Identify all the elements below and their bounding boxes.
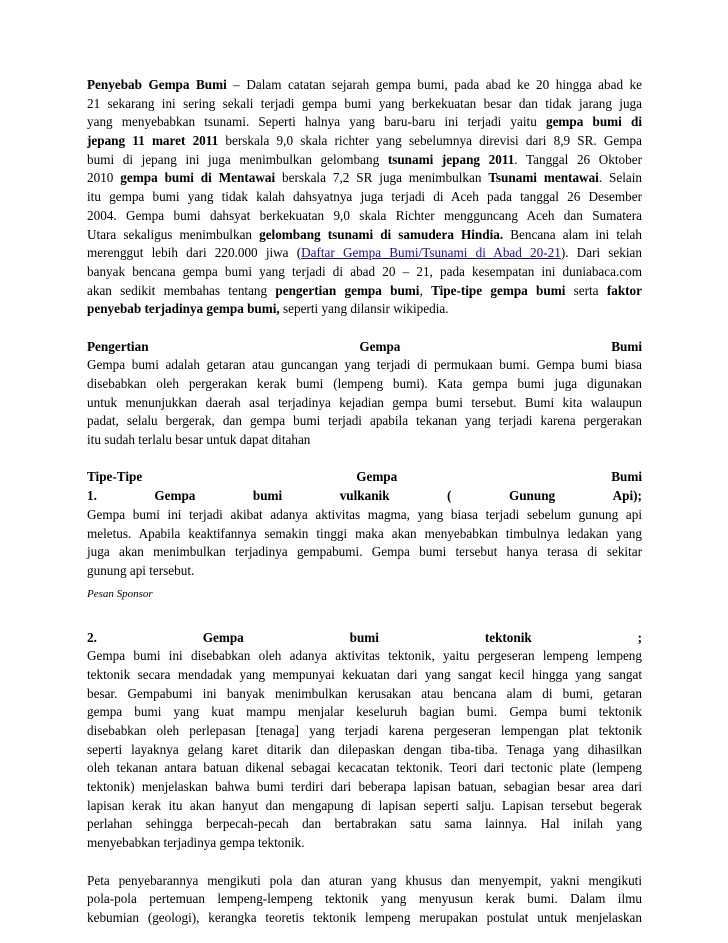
body-line: Gempa bumi ini disebabkan oleh adanya aktivitas tektonik, yaitu pergeseran lempeng lempeng xyxy=(87,648,642,664)
tectonic-section xyxy=(87,629,642,853)
intro-line: Penyebab Gempa Bumi – Dalam catatan sejarah gempa bumi, pada abad ke 20 hingga abad ke xyxy=(87,77,642,92)
body-line: meletus. Apabila keaktifannya semakin tinggi maka akan menyebabkan timbulnya ledakan yang xyxy=(87,525,642,541)
body-line: lapisan kerak itu akan hanyut dan mengapung di lapisan seperti salju. Lapisan tersebut begerak xyxy=(87,797,642,813)
intro-line: banyak bencana gempa bumi yang terjadi di abad 20 – 21, pada kesempatan ini duniabaca.com xyxy=(87,263,642,279)
tectonic-subheading: 2. Gempa bumi tektonik ; xyxy=(87,629,642,645)
body-line: disebabkan oleh perlepasan [tenaga] yang terjadi karena pergeseran lempengan plat tektonik xyxy=(87,723,642,738)
section-heading: Tipe-Tipe Gempa Bumi xyxy=(87,469,642,485)
body-line: seperti layaknya gelang karet ditarik dan dilepaskan dengan tiba-tiba. Tenaga yang dihasilkan xyxy=(87,741,642,757)
body-line: tektonik secara mendadak yang mempunyai kekuatan dari yang sangat kecil hingga yang sangat xyxy=(87,666,642,682)
body-line: kebumian (geologi), kerangka teoretis tektonik lempeng merupakan postulat untuk menjelaskan xyxy=(87,909,642,925)
intro-line: merenggut lebih dari 220.000 jiwa (Daftar Gempa Bumi/Tsunami di Abad 20-21). Dari sekian xyxy=(87,245,642,261)
intro-line: Utara sekaligus menimbulkan gelombang tsunami di samudera Hindia. Bencana alam ini telah xyxy=(87,226,643,242)
body-line: Peta penyebarannya mengikuti pola dan aturan yang khusus dan menyempit, yakni mengikuti xyxy=(87,872,642,888)
body-line: gempa bumi yang kuat mampu menjalar keseluruh bagian bumi. Gempa bumi tektonik xyxy=(87,704,642,720)
body-line: perlahan sehingga berpecah-pecah dan bertabrakan satu sama lainnya. Hal inilah yang xyxy=(87,816,642,832)
body-line: tektonik) menjelaskan bahwa bumi terdiri dari beberapa lapisan batuan, sebagian besar area dari xyxy=(87,779,642,795)
intro-line: jepang 11 maret 2011 berskala 9,0 skala richter yang sebelumnya direvisi dari 8,9 SR. Gempa xyxy=(87,133,642,149)
intro-paragraph xyxy=(87,76,642,319)
document-page xyxy=(87,76,642,928)
intro-line: bumi di jepang ini juga menimbulkan gelombang tsunami jepang 2011. Tanggal 26 Oktober xyxy=(87,151,642,167)
intro-line: penyebab terjadinya gempa bumi, seperti yang dilansir wikipedia. xyxy=(87,301,449,317)
section-heading: Pengertian Gempa Bumi xyxy=(87,338,642,354)
intro-line: akan sedikit membahas tentang pengertian gempa bumi, Tipe-tipe gempa bumi serta faktor xyxy=(87,282,642,298)
body-line: juga akan menimbulkan terjadinya gempabumi. Gempa bumi tersebut hanya terasa di sekitar xyxy=(87,544,642,560)
intro-line: 2004. Gempa bumi dahsyat berkekuatan 9,0 skala Richter mengguncang Aceh dan Sumatera xyxy=(87,207,642,223)
body-line: oleh tekanan antara batuan dikenal sebagai kecacatan tektonik. Teori dari tectonic plate (lempeng xyxy=(87,760,642,776)
types-section xyxy=(87,468,642,580)
intro-line: 21 sekarang ini sering sekali terjadi gempa bumi yang berkekuatan besar dan tidak jarang juga xyxy=(87,95,642,111)
body-line: Gempa bumi adalah getaran atau guncangan yang terjadi di permukaan bumi. Gempa bumi biasa xyxy=(87,357,642,373)
intro-line: itu gempa bumi yang tidak kalah dahsyatnya juga terjadi di Aceh pada tanggal 26 Desember xyxy=(87,189,642,205)
distribution-paragraph xyxy=(87,872,642,928)
body-line: pola-pola pertemuan lempeng-lempeng tektonik yang menyusun kerak bumi. Dalam ilmu xyxy=(87,891,642,907)
body-line: itu sudah terlalu besar untuk dapat ditahan xyxy=(87,432,311,448)
body-line: gunung api tersebut. xyxy=(87,562,195,578)
body-line: padat, selalu bergerak, dan gempa bumi terjadi apabila tekanan yang terjadi karena pergerakan xyxy=(87,413,642,429)
body-line: untuk menunjukkan daerah asal terjadinya kejadian gempa bumi tersebut. Bumi kita walaupun xyxy=(87,394,642,410)
definition-section xyxy=(87,338,642,450)
intro-line: yang menyebabkan tsunami. Seperti halnya yang baru-baru ini terjadi yaitu gempa bumi di xyxy=(87,114,642,130)
earthquake-list-link[interactable]: Daftar Gempa Bumi/Tsunami di Abad 20-21 xyxy=(301,245,561,261)
sponsor-label: Pesan Sponsor xyxy=(87,587,153,600)
intro-line: 2010 gempa bumi di Mentawai berskala 7,2 SR juga menimbulkan Tsunami mentawai. Selain xyxy=(87,170,642,186)
body-line: Gempa bumi ini terjadi akibat adanya aktivitas magma, yang biasa terjadi sebelum gunung api xyxy=(87,506,642,522)
body-line: menyebabkan terjadinya gempa tektonik. xyxy=(87,835,305,851)
body-line: besar. Gempabumi ini banyak menimbulkan kerusakan atau bencana alam di bumi, getaran xyxy=(87,685,642,701)
body-line: disebabkan oleh pergerakan kerak bumi (lempeng bumi). Kata gempa bumi juga digunakan xyxy=(87,376,642,391)
volcanic-subheading: 1. Gempa bumi vulkanik ( Gunung Api); xyxy=(87,488,642,504)
